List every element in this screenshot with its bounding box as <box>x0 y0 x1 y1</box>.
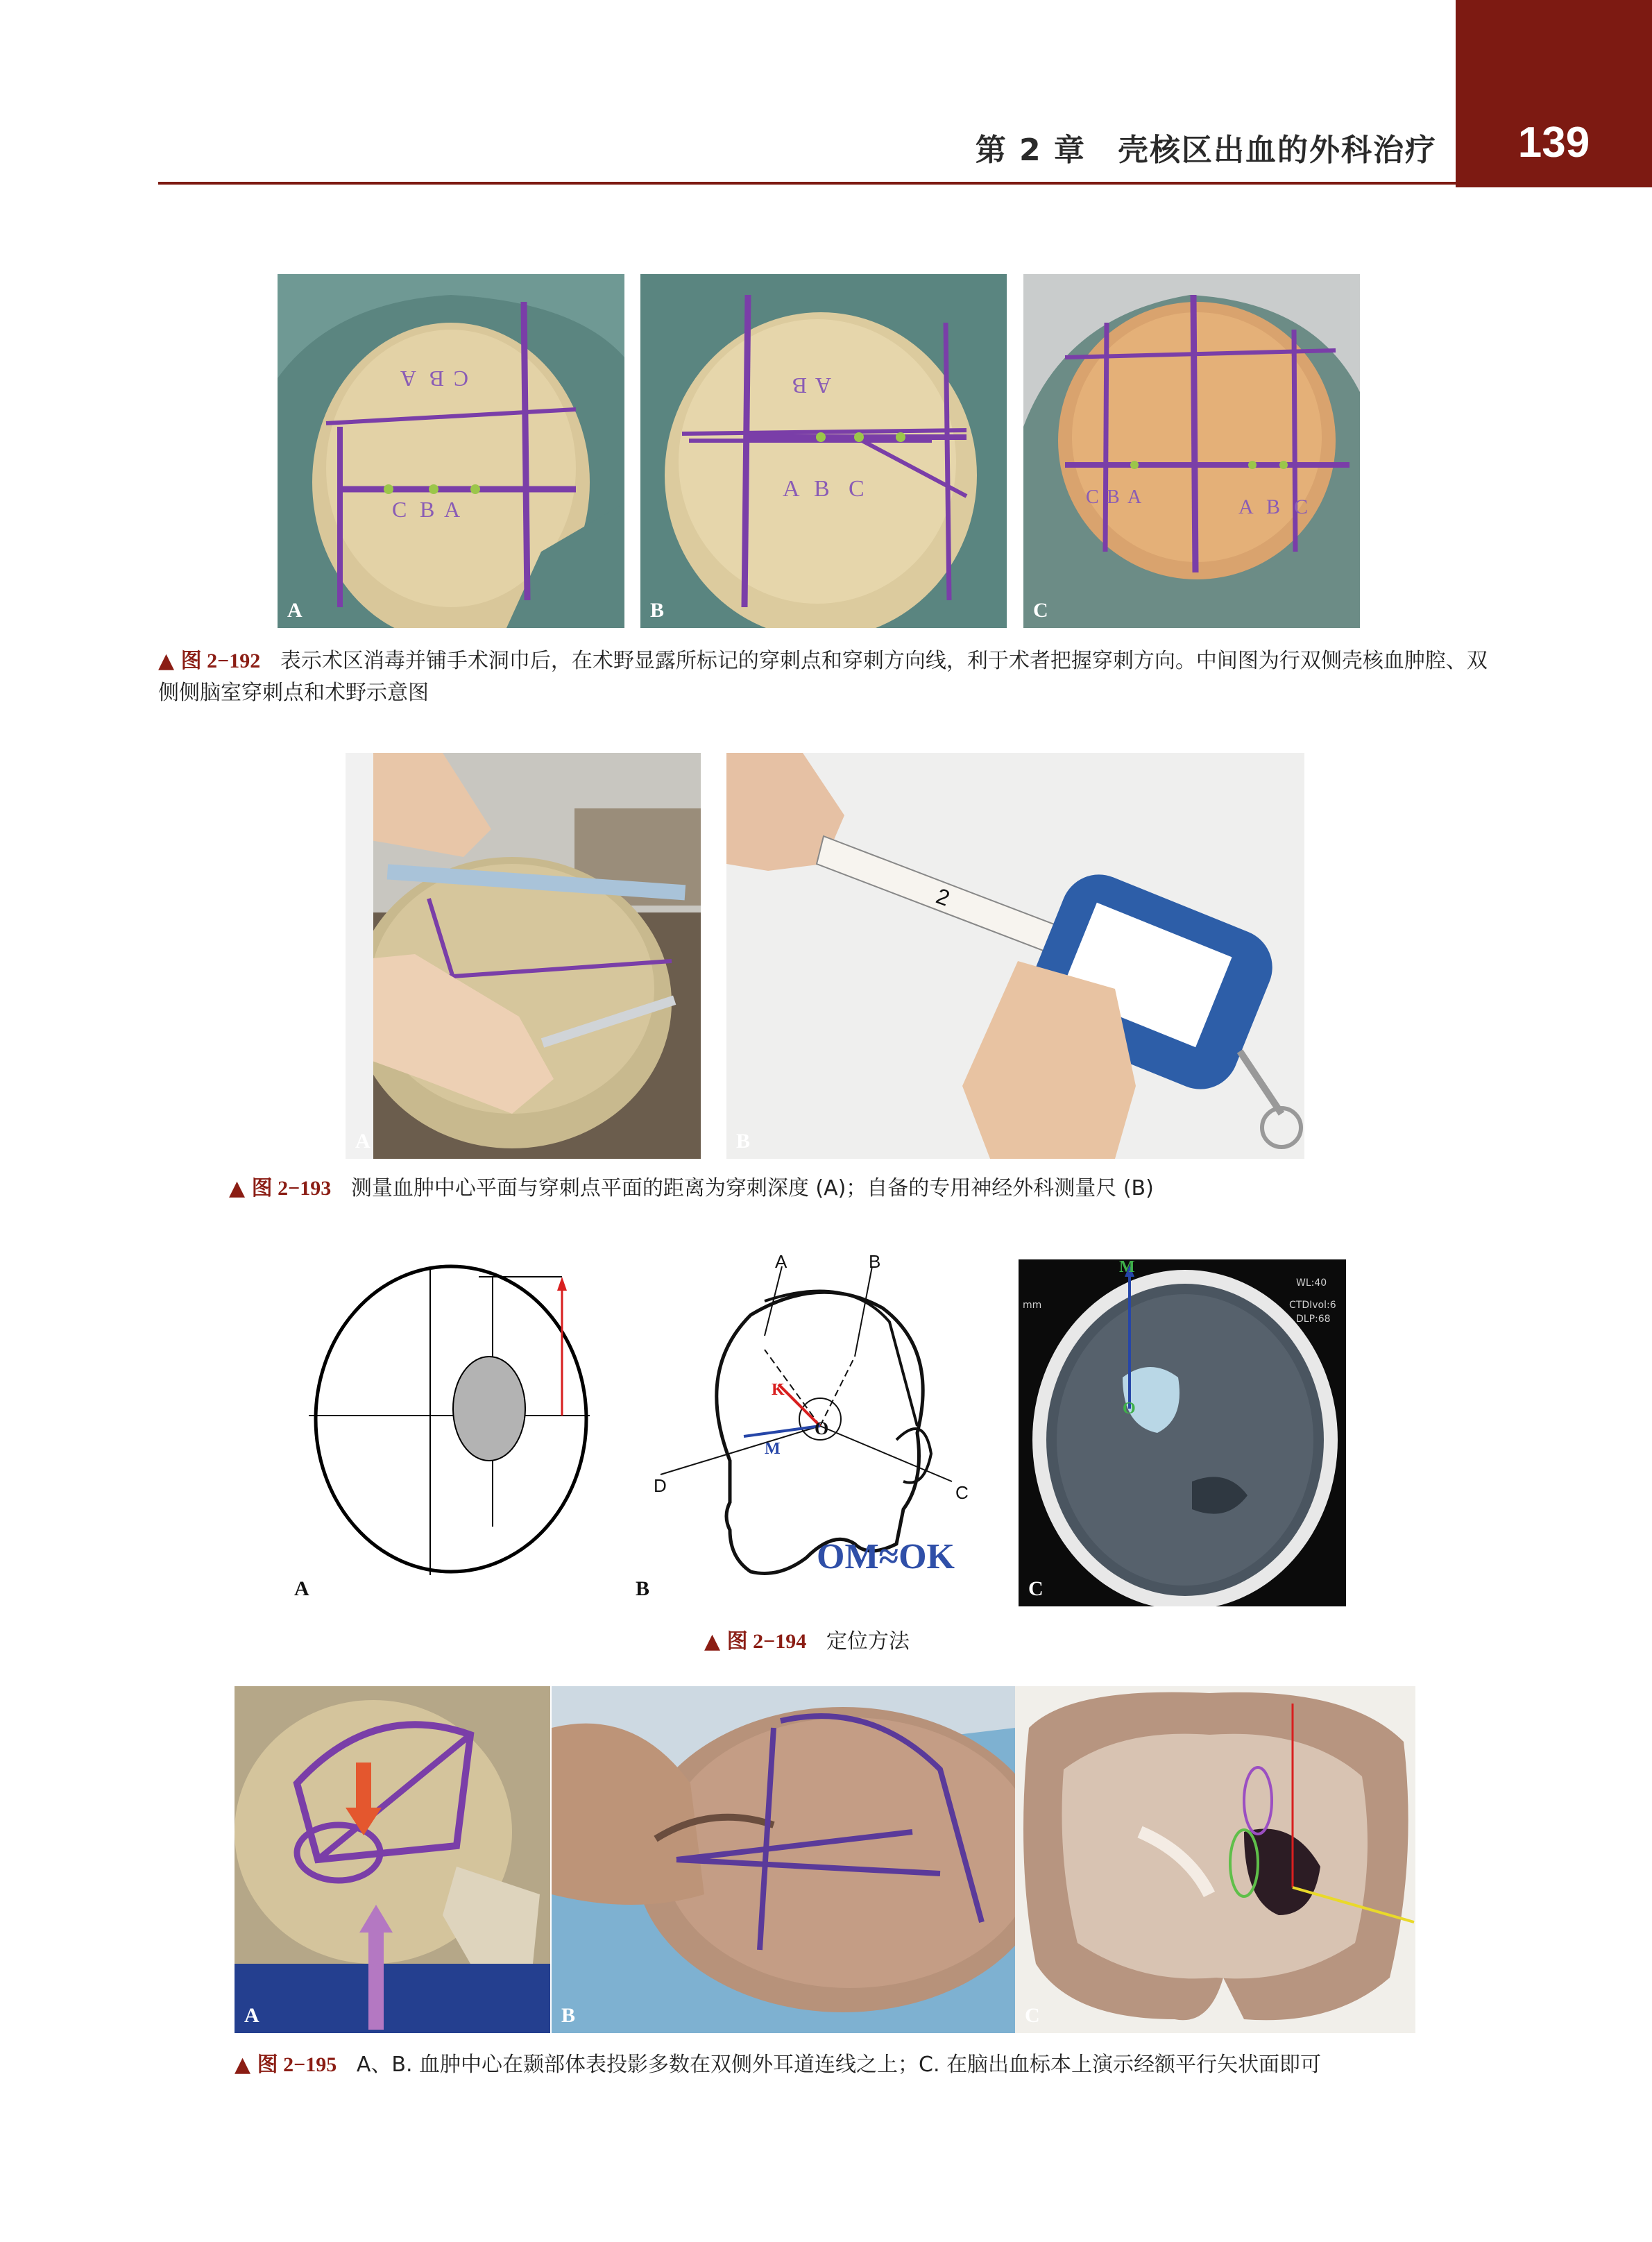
fig192-panel-a <box>278 274 624 628</box>
mark-letter: A <box>444 497 461 522</box>
page-number-tab <box>1456 0 1652 187</box>
mark-letter: B <box>1266 495 1281 518</box>
diagram-letter: B <box>869 1252 881 1272</box>
fig195-panel-a <box>235 1686 550 2033</box>
caption-marker: ▲ <box>704 1629 721 1654</box>
mark-letter: A <box>815 373 831 398</box>
fig194-panel-a <box>284 1256 616 1606</box>
panel-label: B <box>561 2004 576 2027</box>
fig194-panel-c <box>1019 1259 1346 1606</box>
diagram-letter: O <box>815 1418 829 1438</box>
figure-number: 图 2−195 <box>257 2053 337 2076</box>
chapter-title: 第 2 章 壳核区出血的外科治疗 <box>975 133 1437 168</box>
fig194-caption <box>704 1626 1121 1658</box>
panel-label: A <box>287 599 303 622</box>
mark-letter: C <box>392 497 407 522</box>
header-rule <box>158 182 1456 185</box>
hematoma-ellipse <box>453 1357 525 1461</box>
skull-outline <box>316 1266 586 1572</box>
mark-letter: A <box>783 476 800 502</box>
fig194-panel-b <box>626 1252 1004 1606</box>
caption-text: 定位方法 <box>826 1629 910 1654</box>
caption-marker: ▲ <box>158 649 175 673</box>
diagram-letter: A <box>775 1252 787 1272</box>
mark-letter: B <box>814 476 830 502</box>
fig195-caption <box>235 2049 1553 2081</box>
mark-letter: A <box>400 366 416 391</box>
caption-text: A、B. 血肿中心在颞部体表投影多数在双侧外耳道连线之上；C. 在脑出血标本上演示经额平行矢状面即可 <box>356 2053 1322 2077</box>
ct-letter: M <box>1119 1259 1135 1276</box>
mark-letter: C <box>453 366 468 391</box>
panel-label: A <box>294 1577 309 1600</box>
fig193-panel-a <box>346 753 701 1159</box>
figure-number: 图 2−192 <box>180 649 261 672</box>
figure-number: 图 2−193 <box>251 1177 332 1200</box>
caption-text: 测量血肿中心平面与穿刺点平面的距离为穿刺深度 (A)；自备的专用神经外科测量尺 (B) <box>350 1176 1154 1200</box>
panel-label: A <box>244 2004 259 2027</box>
panel-label: C <box>1025 2004 1040 2027</box>
fig192-panel-b <box>640 274 1007 628</box>
ct-text: CTDIvol:6 <box>1289 1300 1336 1311</box>
ct-letter: O <box>1123 1400 1136 1418</box>
caption-marker: ▲ <box>235 2053 251 2077</box>
mark-letter: B <box>792 373 807 398</box>
fig192-panel-c <box>1023 274 1360 628</box>
mark-letter: B <box>429 366 444 391</box>
ct-text: DLP:68 <box>1296 1314 1331 1325</box>
panel-label: C <box>1033 599 1048 622</box>
mark-letter: C <box>849 476 865 502</box>
diagram-letter: K <box>772 1381 785 1399</box>
diagram-letter: D <box>654 1475 667 1496</box>
page-number: 139 <box>1517 118 1590 167</box>
panel-label: B <box>736 1130 751 1153</box>
diagram-letter: M <box>765 1440 781 1458</box>
caption-text: 表示术区消毒并铺手术洞巾后，在术野显露所标记的穿刺点和穿刺方向线，利于术者把握穿刺方向。中间图为行双侧壳核血肿腔、双侧侧脑室穿刺点和术野示意图 <box>158 649 1488 705</box>
mark-letter: C <box>1086 486 1099 508</box>
fig192-caption <box>158 645 1497 709</box>
fig193-panel-b <box>726 753 1304 1159</box>
mark-letter: A <box>1127 486 1142 508</box>
svg-text:2: 2 <box>933 883 953 911</box>
figure-number: 图 2−194 <box>726 1630 807 1653</box>
formula-text: OM≈OK <box>817 1537 955 1577</box>
caption-marker: ▲ <box>229 1176 246 1200</box>
panel-label: B <box>650 599 665 622</box>
ct-text: mm <box>1023 1300 1042 1311</box>
panel-label: A <box>355 1130 371 1153</box>
page-header <box>0 0 1652 187</box>
fig195-panel-c <box>1015 1686 1415 2033</box>
mark-letter: A <box>1238 495 1254 518</box>
panel-label: C <box>1028 1577 1044 1600</box>
ct-text: WL:40 <box>1296 1277 1327 1289</box>
panel-label: B <box>636 1577 650 1600</box>
mark-letter: B <box>420 497 435 522</box>
fig193-caption <box>229 1173 1478 1205</box>
mark-letter: C <box>1294 495 1309 518</box>
mark-letter: B <box>1107 486 1120 508</box>
fig195-panel-b <box>552 1686 1015 2033</box>
diagram-letter: C <box>955 1482 969 1503</box>
